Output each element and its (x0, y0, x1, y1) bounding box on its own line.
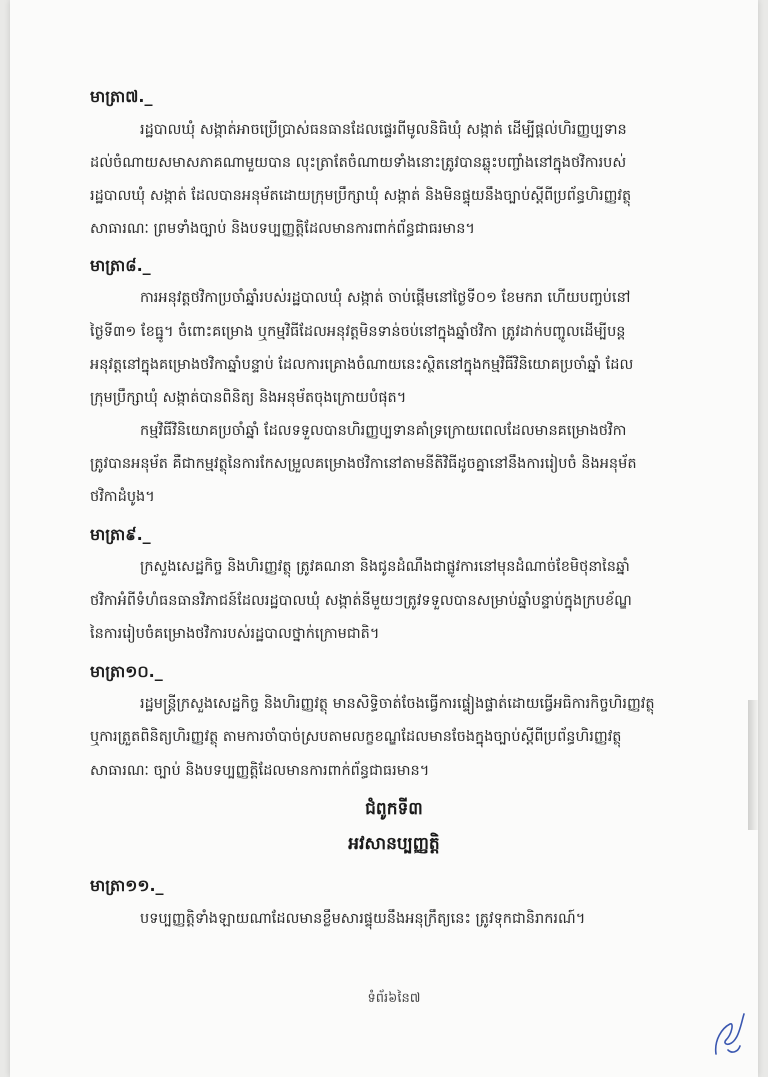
article-7-line-2: ដល់ចំណាយសមាសភាគណាមួយបាន លុះត្រាតែចំណាយទាំងនោះត្រូវបានឆ្លុះបញ្ចាំងនៅក្នុងថវិការបស់ (90, 155, 627, 171)
article-7-line-1: រដ្ឋបាលឃុំ សង្កាត់អាចប្រើប្រាស់ធនធានដែលផ្ទេរពីមូលនិធិឃុំ សង្កាត់ ដើម្បីផ្តល់ហិរញ្ញប្បទាន (140, 122, 627, 138)
article-8-line-4: ក្រុមប្រឹក្សាឃុំ សង្កាត់បានពិនិត្យ និងអនុម័តចុងក្រោយបំផុត។ (90, 390, 407, 406)
article-7-line-4: សាធារណៈ ព្រមទាំងច្បាប់ និងបទប្បញ្ញត្តិដែលមានការពាក់ព័ន្ធជាធរមាន។ (90, 221, 475, 237)
article-10-line-1: រដ្ឋមន្ត្រីក្រសួងសេដ្ឋកិច្ច និងហិរញ្ញវត្ថុ មានសិទ្ធិចាត់ចែងធ្វើការផ្ទៀងផ្ទាត់ដោយធ្វើអធិការកិច្ចហិរញ្ញវត្ថុ (140, 696, 655, 712)
article-8-line-5: កម្មវិធីវិនិយោគប្រចាំឆ្នាំ ដែលទទួលបានហិរញ្ញប្បទានគាំទ្រក្រោយពេលដែលមានគម្រោងថវិកា (140, 423, 627, 439)
document-page (10, 0, 758, 1077)
article-8-line-6: ត្រូវបានអនុម័ត គឺជាកម្មវត្ថុនៃការកែសម្រួលគម្រោងថវិកានៅតាមនីតិវិធីដូចគ្នានៅនឹងការរៀបចំ និងអនុម័ត (90, 456, 637, 472)
signature-mark (710, 1010, 750, 1060)
article-10-line-3: សាធារណៈ ច្បាប់ និងបទប្បញ្ញត្តិដែលមានការពាក់ព័ន្ធជាធរមាន។ (90, 763, 430, 779)
article-9-line-2: ថវិកាអំពីទំហំធនធានវិភាជន៍ដែលរដ្ឋបាលឃុំ សង្កាត់នីមួយៗត្រូវទទួលបានសម្រាប់ឆ្នាំបន្ទាប់ក្នុងក្របខ័ណ្ឌ (90, 593, 632, 609)
article-7-line-3: រដ្ឋបាលឃុំ សង្កាត់ ដែលបានអនុម័តដោយក្រុមប្រឹក្សាឃុំ សង្កាត់ និងមិនផ្ទុយនឹងច្បាប់ស្តីពីប្រព័ន្ធហិរញ្ញវត្ថុ (90, 188, 632, 204)
article-7-heading: មាត្រា៧._ (90, 87, 153, 106)
article-9-line-1: ក្រសួងសេដ្ឋកិច្ច និងហិរញ្ញវត្ថុ ត្រូវគណនា និងជូនដំណឹងជាផ្លូវការនៅមុនដំណាច់ខែមិថុនានៃឆ្នាំ (140, 559, 630, 575)
article-8-line-1: ការអនុវត្តថវិកាប្រចាំឆ្នាំរបស់រដ្ឋបាលឃុំ សង្កាត់ ចាប់ផ្តើមនៅថ្ងៃទី០១ ខែមករា ហើយបញ្ចប់នៅ (140, 290, 631, 306)
chapter-title: អវសានប្បញ្ញត្តិ (348, 834, 440, 854)
article-8-line-2: ថ្ងៃទី៣១ ខែធ្នូ។ ចំពោះគម្រោង ឬកម្មវិធីដែលអនុវត្តមិនទាន់ចប់នៅក្នុងឆ្នាំថវិកា ត្រូវដាក់បញ្ចូលដើម្បីបន្ត (90, 324, 626, 340)
scroll-edge-shade (748, 700, 758, 830)
chapter-number: ជំពូកទី៣ (365, 799, 423, 819)
page-number: ទំព័រ៦នៃ៧ (367, 991, 421, 1006)
article-8-line-7: ថវិកាដំបូង។ (90, 489, 155, 505)
article-9-heading: មាត្រា៩._ (90, 525, 151, 544)
article-10-line-2: ឬការត្រួតពិនិត្យហិរញ្ញវត្ថុ តាមការចាំបាច់ស្របតាមលក្ខខណ្ឌដែលមានចែងក្នុងច្បាប់ស្តីពីប្រព័ន្ធហិរញ្ញវត្ថុ (90, 729, 622, 745)
article-11-heading: មាត្រា១១._ (90, 876, 164, 895)
article-9-line-3: នៃការរៀបចំគម្រោងថវិការបស់រដ្ឋបាលថ្នាក់ក្រោមជាតិ។ (90, 626, 380, 642)
article-10-heading: មាត្រា១០._ (90, 662, 163, 681)
article-8-line-3: អនុវត្តនៅក្នុងគម្រោងថវិកាឆ្នាំបន្ទាប់ ដែលការគ្រោងចំណាយនេះស្ថិតនៅក្នុងកម្មវិធីវិនិយោគប្រចាំឆ្នាំ ដែល (90, 357, 634, 373)
article-11-line-1: បទប្បញ្ញត្តិទាំងឡាយណាដែលមានខ្លឹមសារផ្ទុយនឹងអនុក្រឹត្យនេះ ត្រូវទុកជានិរាករណ៍។ (140, 911, 586, 927)
article-8-heading: មាត្រា៨._ (90, 256, 151, 275)
